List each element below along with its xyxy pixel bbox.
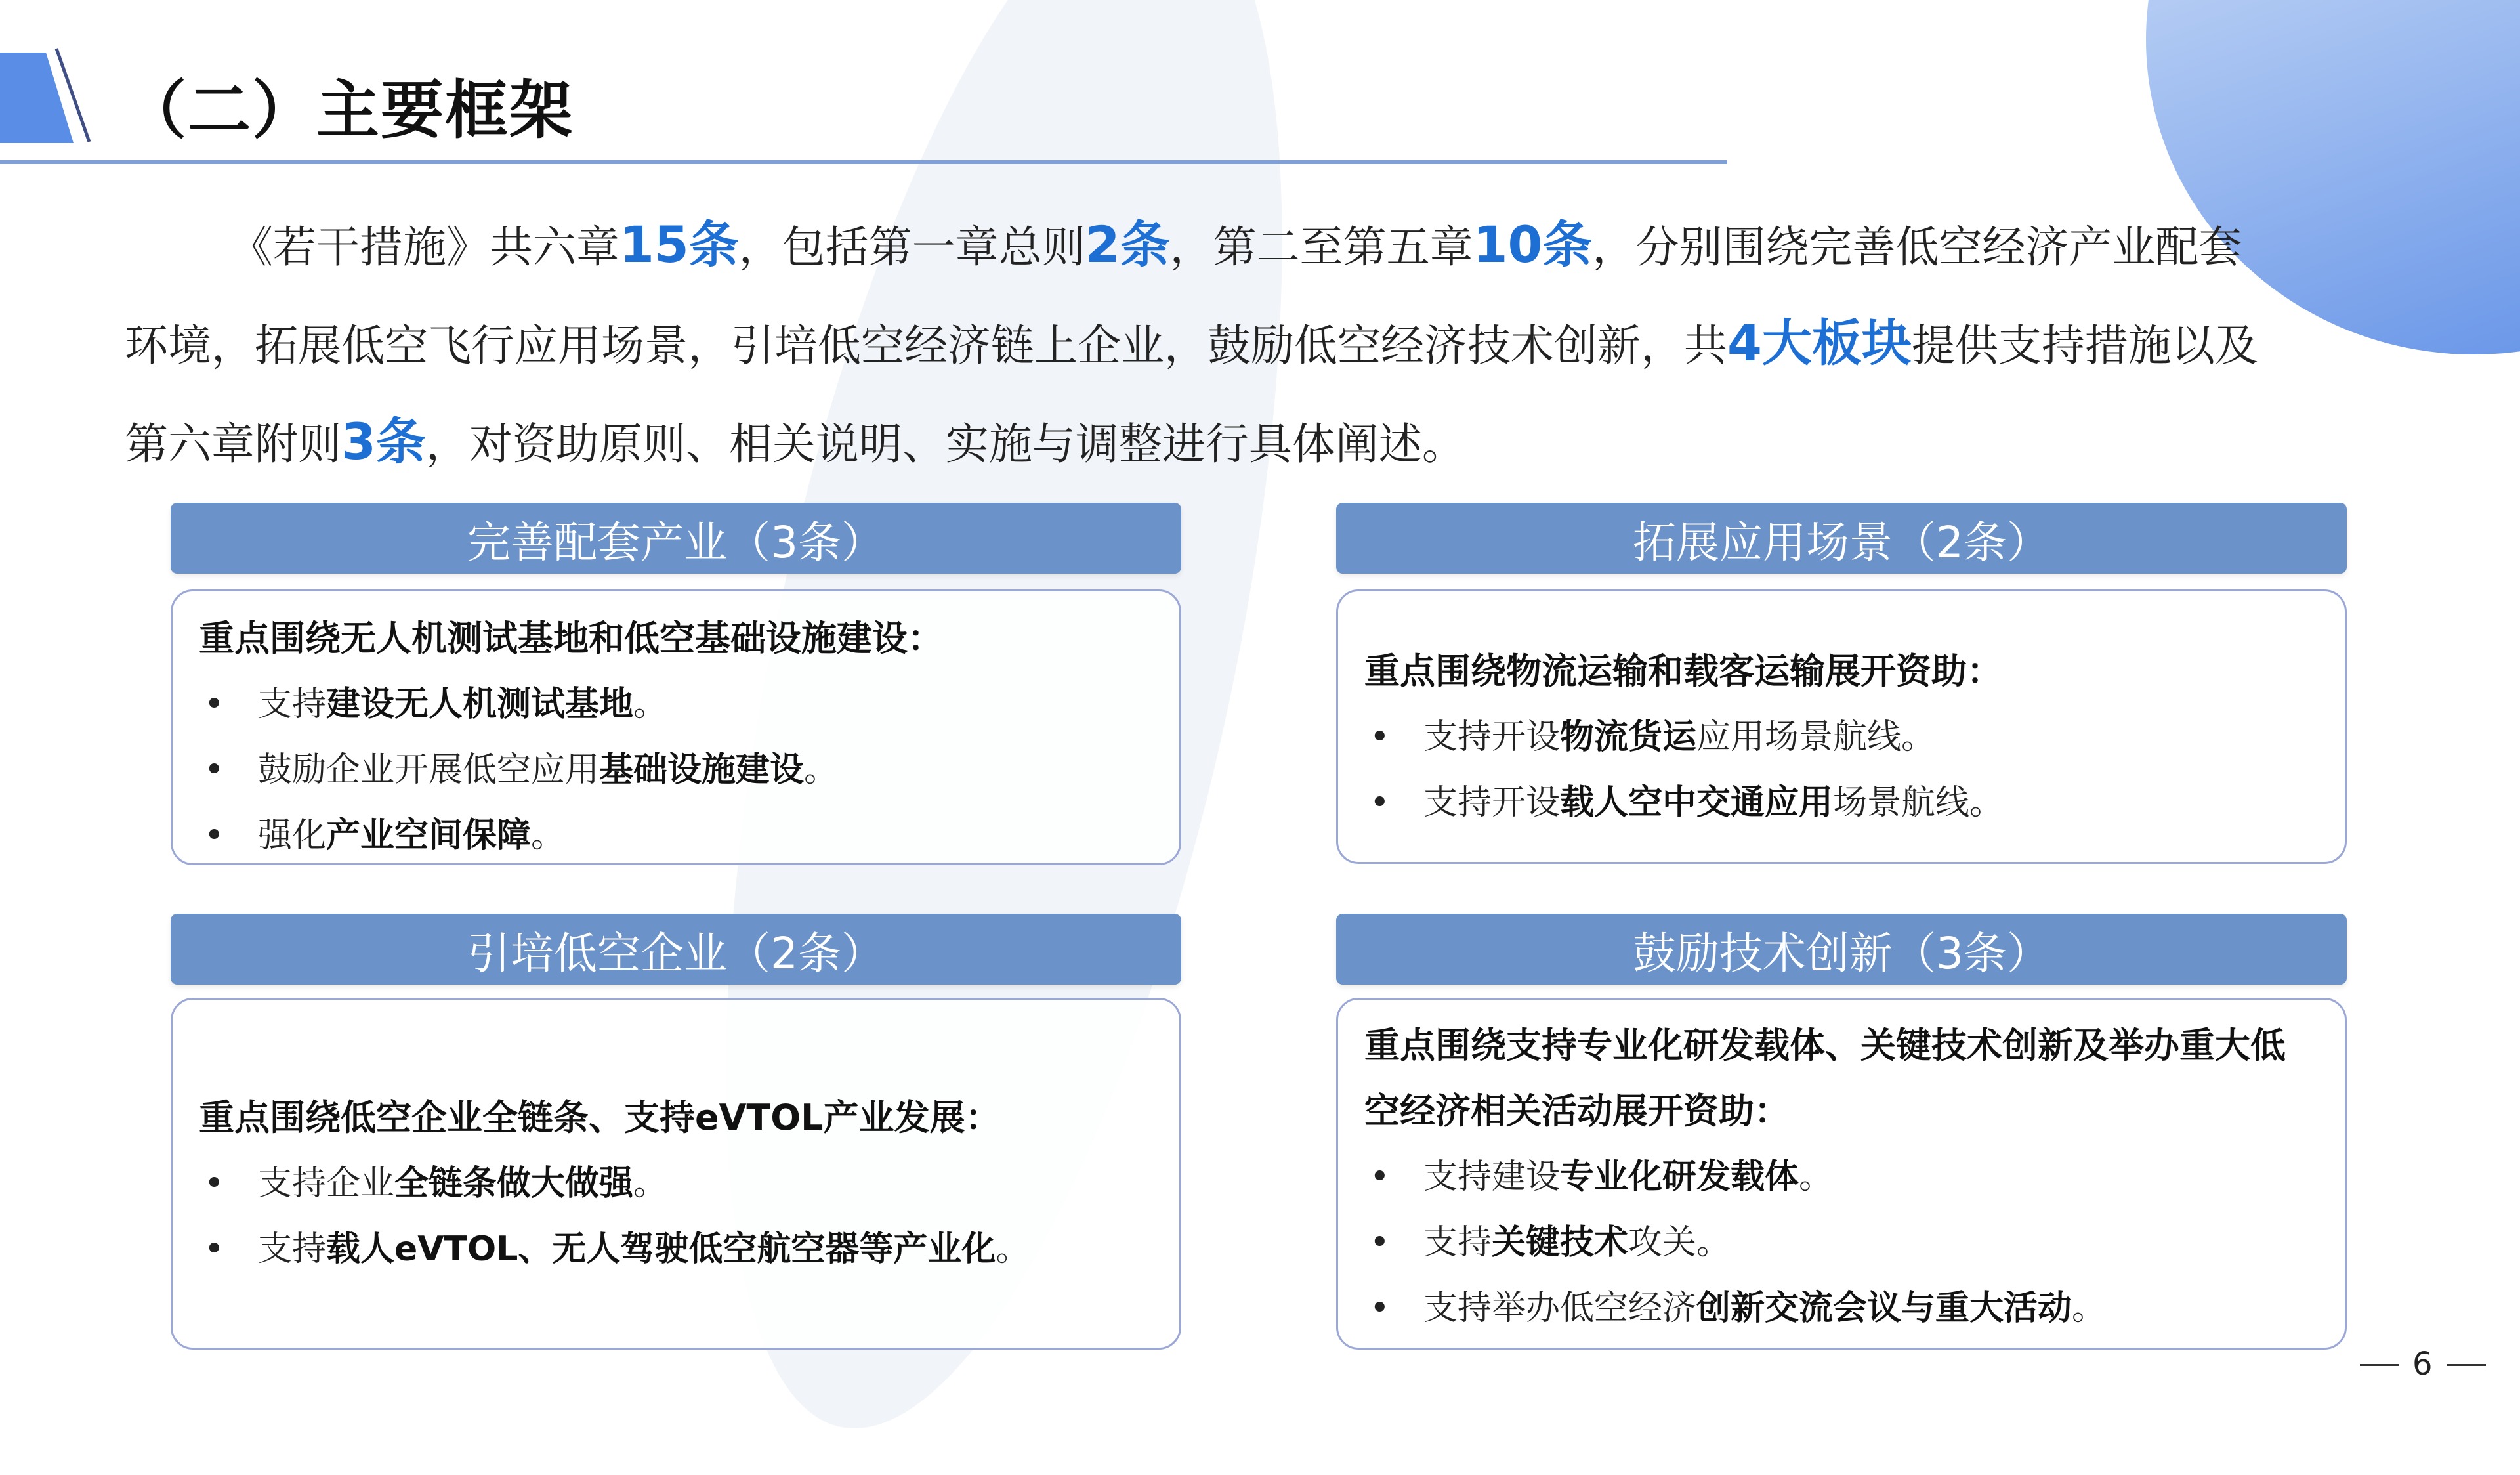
list-item: • 鼓励企业开展低空应用基础设施建设。 (199, 737, 1153, 803)
page-number: 6 (2412, 1346, 2433, 1382)
list-item: • 支持开设物流货运应用场景航线。 (1364, 704, 2319, 770)
card-enterprises (171, 998, 1181, 1350)
corner-accent-icon (0, 46, 92, 144)
card-lead: 重点围绕物流运输和载客运输展开资助： (1364, 651, 2002, 692)
page-number-rule-right (2446, 1364, 2486, 1366)
list-item: • 支持举办低空经济创新交流会议与重大活动。 (1364, 1275, 2319, 1341)
card-lead: 重点围绕支持专业化研发载体、关键技术创新及举办重大低空经济相关活动展开资助： (1364, 1025, 2286, 1132)
card-lead: 重点围绕低空企业全链条、支持eVTOL产业发展： (199, 1097, 1001, 1138)
card-scenarios (1336, 589, 2347, 864)
list-item: • 支持企业全链条做大做强。 (199, 1151, 1153, 1216)
card-heading-industry: 完善配套产业（3条） (171, 503, 1181, 574)
page-title: （二）主要框架 (123, 74, 574, 147)
intro-paragraph: 《若干措施》共六章15条，包括第一章总则2条，第二至第五章10条，分别围绕完善低空经济产业配套环境，拓展低空飞行应用场景，引培低空经济链上企业，鼓励低空经济技术创新，共4大板块提供支持措施以及第六章附则3条，对资助原则、相关说明、实施与调整进行具体阐述。 (125, 215, 2258, 471)
card-heading-scenarios: 拓展应用场景（2条） (1336, 503, 2347, 574)
card-industry (171, 589, 1181, 865)
list-item: • 支持开设载人空中交通应用场景航线。 (1364, 770, 2319, 836)
list-item: • 支持建设专业化研发载体。 (1364, 1144, 2319, 1210)
card-lead: 重点围绕无人机测试基地和低空基础设施建设： (199, 618, 943, 659)
list-item: • 支持建设无人机测试基地。 (199, 672, 1153, 737)
list-item: • 强化产业空间保障。 (199, 803, 1153, 868)
card-heading-innovation: 鼓励技术创新（3条） (1336, 914, 2347, 985)
list-item: • 支持载人eVTOL、无人驾驶低空航空器等产业化。 (199, 1216, 1153, 1282)
list-item: • 支持关键技术攻关。 (1364, 1210, 2319, 1275)
card-heading-enterprises: 引培低空企业（2条） (171, 914, 1181, 985)
page-number-rule-left (2360, 1364, 2399, 1366)
title-divider (0, 160, 1727, 164)
card-innovation (1336, 998, 2347, 1350)
